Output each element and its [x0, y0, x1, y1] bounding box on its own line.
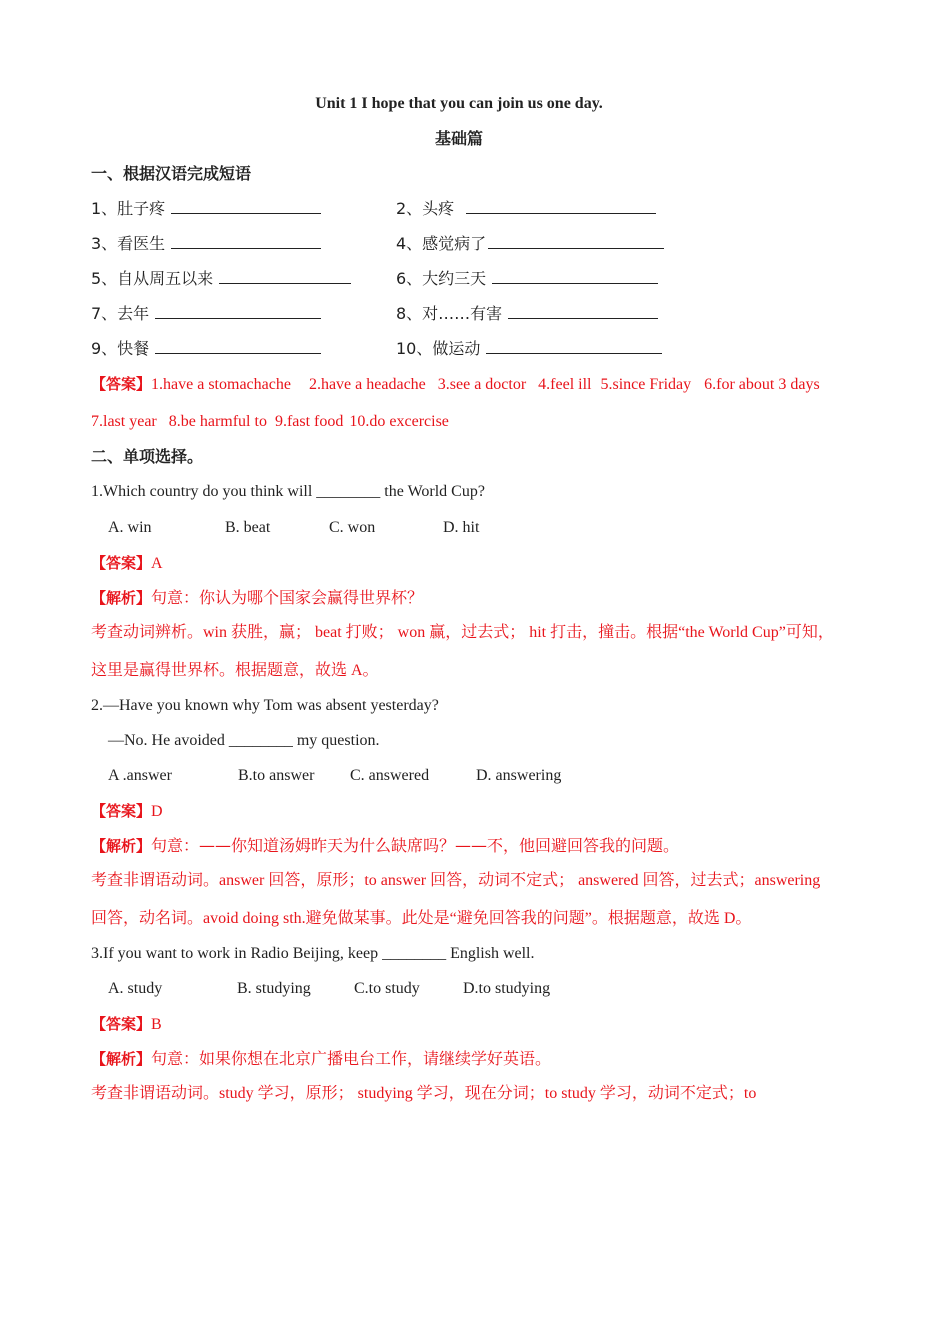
question-1-answer: 【答案】A	[91, 554, 163, 572]
option-c: C.to study	[354, 980, 420, 997]
option-a: A .answer	[108, 767, 172, 784]
question-1-explain-1: 考查动词辨析。win 获胜，赢； beat 打败； won 赢，过去式； hit 打击，撞击。根据“the World Cup”可知，	[91, 624, 834, 641]
question-3: 3.If you want to work in Radio Beijing, keep ________ English well.	[91, 945, 535, 962]
option-b: B. beat	[225, 519, 271, 536]
option-b: B.to answer	[238, 767, 315, 784]
phrase-item-2: 2、头疼	[396, 199, 656, 220]
phrase-item-9: 9、快餐	[91, 339, 321, 360]
phrase-item-7: 7、去年	[91, 304, 321, 325]
phrase-item-8: 8、对……有害	[396, 304, 658, 325]
option-b: B. studying	[237, 980, 311, 997]
option-a: A. win	[108, 519, 152, 536]
phrase-item-3: 3、看医生	[91, 234, 321, 255]
phrase-item-5: 5、自从周五以来	[91, 269, 351, 290]
section1-answers-line2: 7.last year 8.be harmful to 9.fast food 10.do excercise	[91, 413, 449, 430]
document-title: Unit 1 I hope that you can join us one day.	[315, 95, 603, 112]
document-subtitle: 基础篇	[434, 129, 483, 148]
question-3-options	[108, 979, 550, 999]
option-c: C. answered	[350, 767, 430, 784]
option-d: D. answering	[476, 767, 562, 784]
phrase-item-1: 1、肚子疼	[91, 199, 321, 220]
question-2-analysis: 【解析】句意：——你知道汤姆昨天为什么缺席吗？——不，他回避回答我的问题。	[91, 836, 680, 855]
section1-answers-line1: 【答案】1.have a stomachache 2.have a headache 3.see a doctor 4.feel ill 5.since Friday 6.for about 3 days	[91, 375, 820, 393]
question-2-answer: 【答案】D	[91, 802, 163, 820]
question-3-analysis: 【解析】句意：如果你想在北京广播电台工作，请继续学好英语。	[91, 1049, 552, 1068]
question-2-explain-2: 回答，动名词。avoid doing sth.避免做某事。此处是“避免回答我的问题”。根据题意，故选 D。	[91, 910, 752, 927]
option-d: D. hit	[443, 519, 480, 536]
question-2-options	[108, 766, 561, 786]
question-2: 2.—Have you known why Tom was absent yesterday?	[91, 697, 439, 714]
question-1-explain-2: 这里是赢得世界杯。根据题意，故选 A。	[91, 662, 379, 679]
question-3-explain-1: 考查非谓语动词。study 学习，原形； studying 学习，现在分词；to study 学习，动词不定式；to	[91, 1085, 757, 1102]
question-1-analysis: 【解析】句意：你认为哪个国家会赢得世界杯？	[91, 588, 424, 607]
question-2-explain-1: 考查非谓语动词。answer 回答，原形；to answer 回答，动词不定式； answered 回答，过去式；answering	[91, 872, 821, 889]
phrase-item-6: 6、大约三天	[396, 269, 658, 290]
section1-heading: 一、根据汉语完成短语	[91, 164, 252, 183]
option-c: C. won	[329, 519, 376, 536]
question-1-options	[108, 518, 479, 538]
question-1: 1.Which country do you think will ________ the World Cup?	[91, 483, 485, 500]
phrase-item-10: 10、做运动	[396, 339, 662, 360]
question-3-answer: 【答案】B	[91, 1015, 162, 1033]
section2-heading: 二、单项选择。	[91, 447, 204, 466]
question-2-line2: —No. He avoided ________ my question.	[108, 732, 380, 749]
option-d: D.to studying	[463, 980, 551, 997]
option-a: A. study	[108, 980, 163, 997]
phrase-item-4: 4、感觉病了	[396, 234, 664, 255]
